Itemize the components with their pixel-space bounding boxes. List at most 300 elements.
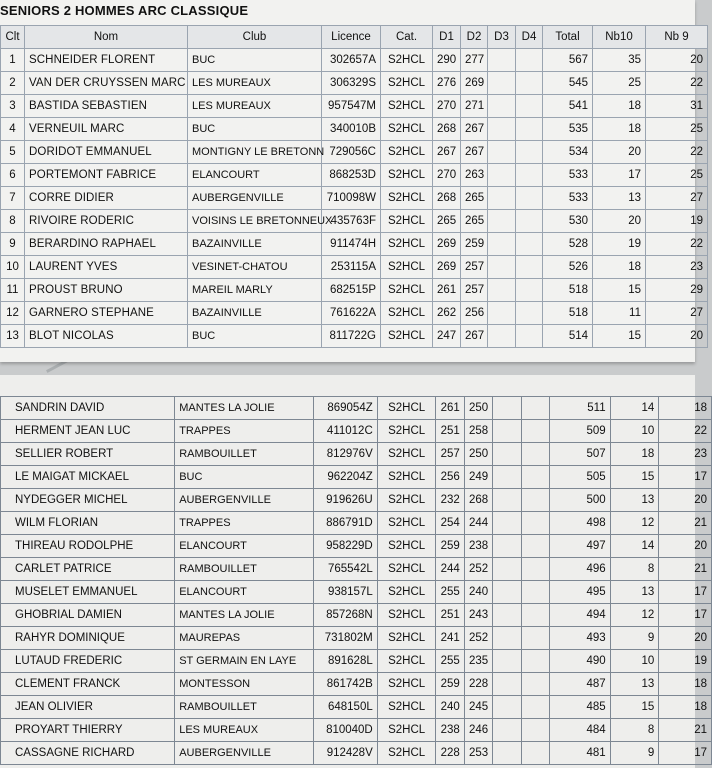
cell-nom: PROYART THIERRY	[1, 719, 175, 742]
cell-nb9: 20	[659, 489, 712, 512]
cell-d3	[493, 466, 521, 489]
cell-d4	[521, 466, 549, 489]
cell-club: AUBERGENVILLE	[188, 187, 322, 210]
cell-total: 494	[549, 604, 610, 627]
cell-d3	[488, 279, 516, 302]
cell-nom: PROUST BRUNO	[25, 279, 188, 302]
cell-nb10: 13	[610, 489, 659, 512]
cell-cat: S2HCL	[381, 95, 433, 118]
cell-cat: S2HCL	[381, 72, 433, 95]
cell-d2: 263	[461, 164, 488, 187]
cell-d3	[488, 256, 516, 279]
cell-nb9: 29	[646, 279, 708, 302]
cell-d1: 259	[436, 535, 464, 558]
cell-club: BUC	[188, 325, 322, 348]
cell-licence: 912428V	[313, 742, 377, 765]
cell-licence: 253115A	[322, 256, 381, 279]
cell-clt: 11	[1, 279, 25, 302]
cell-cat: S2HCL	[377, 489, 436, 512]
table-header	[1, 26, 708, 49]
cell-d3	[493, 443, 521, 466]
cell-nb10: 9	[610, 627, 659, 650]
column-header-licence: Licence	[322, 26, 381, 49]
cell-club: TRAPPES	[175, 420, 314, 443]
cell-cat: S2HCL	[381, 302, 433, 325]
cell-d1: 276	[433, 72, 461, 95]
cell-d2: 252	[464, 627, 492, 650]
cell-d1: 254	[436, 512, 464, 535]
cell-licence: 886791D	[313, 512, 377, 535]
cell-d3	[493, 696, 521, 719]
cell-d4	[516, 187, 543, 210]
table-row	[1, 49, 708, 72]
cell-d3	[493, 489, 521, 512]
cell-total: 567	[543, 49, 593, 72]
column-header-d2: D2	[461, 26, 488, 49]
cell-d4	[521, 627, 549, 650]
table-row	[1, 719, 712, 742]
cell-licence: 919626U	[313, 489, 377, 512]
cell-d2: 265	[461, 210, 488, 233]
cell-cat: S2HCL	[381, 210, 433, 233]
cell-total: 526	[543, 256, 593, 279]
cell-licence: 302657A	[322, 49, 381, 72]
cell-nb10: 15	[593, 279, 646, 302]
table-row	[1, 279, 708, 302]
column-header-nom: Nom	[25, 26, 188, 49]
cell-d2: 267	[461, 325, 488, 348]
cell-d4	[516, 49, 543, 72]
cell-nb9: 23	[659, 443, 712, 466]
cell-cat: S2HCL	[377, 512, 436, 535]
cell-d3	[493, 581, 521, 604]
cell-clt: 13	[1, 325, 25, 348]
cell-club: MANTES LA JOLIE	[175, 397, 314, 420]
cell-licence: 811722G	[322, 325, 381, 348]
cell-d1: 261	[433, 279, 461, 302]
cell-d4	[516, 141, 543, 164]
cell-d2: 269	[461, 72, 488, 95]
cell-clt: 2	[1, 72, 25, 95]
cell-d4	[516, 279, 543, 302]
cell-nb10: 11	[593, 302, 646, 325]
cell-d2: 259	[461, 233, 488, 256]
column-header-d3: D3	[488, 26, 516, 49]
cell-d3	[488, 95, 516, 118]
cell-cat: S2HCL	[381, 49, 433, 72]
cell-d1: 255	[436, 581, 464, 604]
cell-d4	[516, 164, 543, 187]
table-row	[1, 443, 712, 466]
cell-d4	[521, 535, 549, 558]
cell-d1: 251	[436, 420, 464, 443]
cell-d1: 268	[433, 187, 461, 210]
column-header-nb9: Nb 9	[646, 26, 708, 49]
cell-d4	[521, 443, 549, 466]
cell-licence: 435763F	[322, 210, 381, 233]
cell-total: 511	[549, 397, 610, 420]
cell-d3	[488, 210, 516, 233]
cell-d4	[516, 325, 543, 348]
cell-d4	[521, 719, 549, 742]
cell-d1: 259	[436, 673, 464, 696]
cell-club: ST GERMAIN EN LAYE	[175, 650, 314, 673]
column-header-nb10: Nb10	[593, 26, 646, 49]
cell-cat: S2HCL	[377, 443, 436, 466]
cell-nb9: 20	[646, 325, 708, 348]
cell-club: MONTIGNY LE BRETONN	[188, 141, 322, 164]
cell-licence: 869054Z	[313, 397, 377, 420]
cell-cat: S2HCL	[381, 256, 433, 279]
cell-licence: 761622A	[322, 302, 381, 325]
table-row	[1, 210, 708, 233]
cell-d2: 250	[464, 443, 492, 466]
cell-nb9: 22	[646, 72, 708, 95]
cell-nb10: 15	[610, 696, 659, 719]
cell-d2: 240	[464, 581, 492, 604]
table-row	[1, 581, 712, 604]
cell-nb10: 13	[610, 673, 659, 696]
cell-d1: 238	[436, 719, 464, 742]
cell-d1: 247	[433, 325, 461, 348]
cell-d1: 270	[433, 95, 461, 118]
cell-d1: 228	[436, 742, 464, 765]
cell-licence: 306329S	[322, 72, 381, 95]
cell-d4	[521, 581, 549, 604]
cell-nom: JEAN OLIVIER	[1, 696, 175, 719]
cell-d4	[516, 233, 543, 256]
cell-nb10: 15	[610, 466, 659, 489]
cell-nb10: 13	[610, 581, 659, 604]
cell-nom: LUTAUD FREDERIC	[1, 650, 175, 673]
table-row	[1, 187, 708, 210]
cell-d3	[488, 118, 516, 141]
cell-total: 514	[543, 325, 593, 348]
table-row	[1, 256, 708, 279]
cell-licence: 868253D	[322, 164, 381, 187]
cell-d1: 268	[433, 118, 461, 141]
cell-d1: 244	[436, 558, 464, 581]
table-row	[1, 466, 712, 489]
table-row	[1, 604, 712, 627]
table-row	[1, 673, 712, 696]
cell-club: ELANCOURT	[175, 581, 314, 604]
cell-d1: 241	[436, 627, 464, 650]
cell-d2: 249	[464, 466, 492, 489]
cell-total: 518	[543, 302, 593, 325]
cell-d1: 269	[433, 256, 461, 279]
cell-clt: 5	[1, 141, 25, 164]
cell-cat: S2HCL	[377, 650, 436, 673]
cell-clt: 8	[1, 210, 25, 233]
cell-licence: 861742B	[313, 673, 377, 696]
cell-nb10: 12	[610, 604, 659, 627]
cell-licence: 411012C	[313, 420, 377, 443]
cell-d1: 255	[436, 650, 464, 673]
cell-d1: 232	[436, 489, 464, 512]
cell-clt: 4	[1, 118, 25, 141]
cell-total: 493	[549, 627, 610, 650]
cell-d2: 244	[464, 512, 492, 535]
column-header-clt: Clt	[1, 26, 25, 49]
cell-licence: 648150L	[313, 696, 377, 719]
cell-d3	[488, 302, 516, 325]
column-header-club: Club	[188, 26, 322, 49]
cell-total: 498	[549, 512, 610, 535]
cell-nb10: 10	[610, 650, 659, 673]
cell-nb10: 13	[593, 187, 646, 210]
cell-d3	[493, 604, 521, 627]
cell-total: 535	[543, 118, 593, 141]
cell-d3	[493, 512, 521, 535]
cell-total: 528	[543, 233, 593, 256]
cell-d2: 267	[461, 141, 488, 164]
column-header-d1: D1	[433, 26, 461, 49]
cell-nb10: 12	[610, 512, 659, 535]
cell-cat: S2HCL	[377, 397, 436, 420]
cell-d3	[488, 187, 516, 210]
cell-nb9: 18	[659, 397, 712, 420]
cell-nom: HERMENT JEAN LUC	[1, 420, 175, 443]
cell-club: BAZAINVILLE	[188, 302, 322, 325]
cell-licence: 731802M	[313, 627, 377, 650]
cell-d4	[521, 397, 549, 420]
cell-nb9: 18	[659, 673, 712, 696]
table-row	[1, 72, 708, 95]
cell-nb10: 15	[593, 325, 646, 348]
cell-nom: CORRE DIDIER	[25, 187, 188, 210]
cell-clt: 1	[1, 49, 25, 72]
cell-nb9: 20	[646, 49, 708, 72]
cell-cat: S2HCL	[381, 141, 433, 164]
cell-total: 518	[543, 279, 593, 302]
cell-nom: DORIDOT EMMANUEL	[25, 141, 188, 164]
cell-nb9: 25	[646, 164, 708, 187]
table-row	[1, 650, 712, 673]
cell-club: ELANCOURT	[175, 535, 314, 558]
cell-d2: 243	[464, 604, 492, 627]
cell-clt: 12	[1, 302, 25, 325]
cell-nom: SELLIER ROBERT	[1, 443, 175, 466]
cell-club: MAUREPAS	[175, 627, 314, 650]
cell-d1: 256	[436, 466, 464, 489]
table-row	[1, 489, 712, 512]
cell-nom: RAHYR DOMINIQUE	[1, 627, 175, 650]
cell-d2: 257	[461, 279, 488, 302]
cell-licence: 962204Z	[313, 466, 377, 489]
cell-d1: 262	[433, 302, 461, 325]
column-header-d4: D4	[516, 26, 543, 49]
cell-d3	[493, 742, 521, 765]
cell-d1: 240	[436, 696, 464, 719]
cell-nb10: 8	[610, 558, 659, 581]
page-title: SENIORS 2 HOMMES ARC CLASSIQUE	[0, 3, 249, 18]
cell-nb9: 18	[659, 696, 712, 719]
cell-clt: 9	[1, 233, 25, 256]
cell-d4	[516, 302, 543, 325]
cell-nom: GARNERO STEPHANE	[25, 302, 188, 325]
table-row	[1, 535, 712, 558]
column-header-cat: Cat.	[381, 26, 433, 49]
cell-cat: S2HCL	[377, 719, 436, 742]
cell-nb10: 18	[610, 443, 659, 466]
cell-d4	[521, 650, 549, 673]
cell-clt: 7	[1, 187, 25, 210]
cell-total: 545	[543, 72, 593, 95]
cell-nb10: 18	[593, 95, 646, 118]
cell-nb9: 22	[646, 141, 708, 164]
cell-nom: BLOT NICOLAS	[25, 325, 188, 348]
cell-nom: SANDRIN DAVID	[1, 397, 175, 420]
cell-total: 490	[549, 650, 610, 673]
cell-licence: 729056C	[322, 141, 381, 164]
cell-licence: 810040D	[313, 719, 377, 742]
cell-club: LES MUREAUX	[175, 719, 314, 742]
cell-nb9: 17	[659, 604, 712, 627]
cell-d3	[493, 627, 521, 650]
cell-nom: NYDEGGER MICHEL	[1, 489, 175, 512]
cell-nb9: 22	[646, 233, 708, 256]
cell-club: MONTESSON	[175, 673, 314, 696]
cell-nom: LE MAIGAT MICKAEL	[1, 466, 175, 489]
cell-d3	[493, 719, 521, 742]
cell-d4	[516, 95, 543, 118]
cell-nom: CLEMENT FRANCK	[1, 673, 175, 696]
cell-nb10: 25	[593, 72, 646, 95]
cell-d2: 258	[464, 420, 492, 443]
cell-d4	[516, 210, 543, 233]
cell-nom: BERARDINO RAPHAEL	[25, 233, 188, 256]
cell-d3	[488, 72, 516, 95]
cell-d4	[516, 72, 543, 95]
cell-clt: 3	[1, 95, 25, 118]
cell-nb10: 18	[593, 118, 646, 141]
table-row	[1, 696, 712, 719]
cell-nb10: 18	[593, 256, 646, 279]
cell-nb10: 20	[593, 210, 646, 233]
cell-d2: 268	[464, 489, 492, 512]
cell-cat: S2HCL	[381, 118, 433, 141]
cell-total: 484	[549, 719, 610, 742]
cell-licence: 857268N	[313, 604, 377, 627]
table-row	[1, 141, 708, 164]
cell-licence: 958229D	[313, 535, 377, 558]
cell-d4	[521, 604, 549, 627]
cell-nb9: 17	[659, 581, 712, 604]
cell-d3	[488, 325, 516, 348]
cell-nb9: 17	[659, 742, 712, 765]
cell-club: MAREIL MARLY	[188, 279, 322, 302]
cell-nb9: 21	[659, 719, 712, 742]
cell-d4	[521, 512, 549, 535]
cell-cat: S2HCL	[377, 742, 436, 765]
cell-nom: WILM FLORIAN	[1, 512, 175, 535]
cell-total: 487	[549, 673, 610, 696]
cell-cat: S2HCL	[377, 535, 436, 558]
results-table-bottom	[0, 396, 712, 765]
cell-nb9: 25	[646, 118, 708, 141]
cell-d2: 250	[464, 397, 492, 420]
table-row	[1, 233, 708, 256]
cell-cat: S2HCL	[377, 558, 436, 581]
cell-nb10: 19	[593, 233, 646, 256]
cell-total: 496	[549, 558, 610, 581]
cell-nb9: 23	[646, 256, 708, 279]
cell-d4	[521, 742, 549, 765]
cell-d3	[488, 164, 516, 187]
cell-cat: S2HCL	[377, 581, 436, 604]
table-row	[1, 325, 708, 348]
cell-total: 497	[549, 535, 610, 558]
cell-licence: 891628L	[313, 650, 377, 673]
cell-cat: S2HCL	[377, 466, 436, 489]
column-header-total: Total	[543, 26, 593, 49]
cell-d2: 271	[461, 95, 488, 118]
cell-d3	[493, 673, 521, 696]
cell-licence: 812976V	[313, 443, 377, 466]
cell-d2: 235	[464, 650, 492, 673]
cell-d4	[516, 118, 543, 141]
cell-total: 481	[549, 742, 610, 765]
cell-d3	[493, 397, 521, 420]
cell-nb9: 20	[659, 535, 712, 558]
cell-nb9: 27	[646, 302, 708, 325]
cell-clt: 10	[1, 256, 25, 279]
cell-nb9: 27	[646, 187, 708, 210]
cell-cat: S2HCL	[381, 325, 433, 348]
cell-nom: BASTIDA SEBASTIEN	[25, 95, 188, 118]
cell-cat: S2HCL	[381, 233, 433, 256]
cell-nom: GHOBRIAL DAMIEN	[1, 604, 175, 627]
cell-clt: 6	[1, 164, 25, 187]
cell-total: 500	[549, 489, 610, 512]
cell-nom: PORTEMONT FABRICE	[25, 164, 188, 187]
cell-d3	[493, 535, 521, 558]
cell-club: RAMBOUILLET	[175, 443, 314, 466]
cell-d1: 267	[433, 141, 461, 164]
cell-club: RAMBOUILLET	[175, 558, 314, 581]
cell-licence: 682515P	[322, 279, 381, 302]
cell-d2: 256	[461, 302, 488, 325]
cell-d4	[516, 256, 543, 279]
cell-d2: 265	[461, 187, 488, 210]
cell-club: LES MUREAUX	[188, 72, 322, 95]
cell-total: 533	[543, 187, 593, 210]
cell-nom: SCHNEIDER FLORENT	[25, 49, 188, 72]
cell-club: BUC	[188, 118, 322, 141]
table-row	[1, 420, 712, 443]
table-row	[1, 742, 712, 765]
cell-d2: 267	[461, 118, 488, 141]
cell-d2: 253	[464, 742, 492, 765]
cell-club: ELANCOURT	[188, 164, 322, 187]
cell-nb9: 22	[659, 420, 712, 443]
cell-club: MANTES LA JOLIE	[175, 604, 314, 627]
cell-club: BUC	[188, 49, 322, 72]
cell-cat: S2HCL	[381, 187, 433, 210]
cell-club: VOISINS LE BRETONNEUX	[188, 210, 322, 233]
cell-nb9: 17	[659, 466, 712, 489]
cell-nb10: 10	[610, 420, 659, 443]
cell-total: 507	[549, 443, 610, 466]
table-row	[1, 302, 708, 325]
cell-d1: 251	[436, 604, 464, 627]
cell-d1: 265	[433, 210, 461, 233]
cell-club: BAZAINVILLE	[188, 233, 322, 256]
cell-club: LES MUREAUX	[188, 95, 322, 118]
cell-d3	[488, 141, 516, 164]
cell-nom: VAN DER CRUYSSEN MARC	[25, 72, 188, 95]
